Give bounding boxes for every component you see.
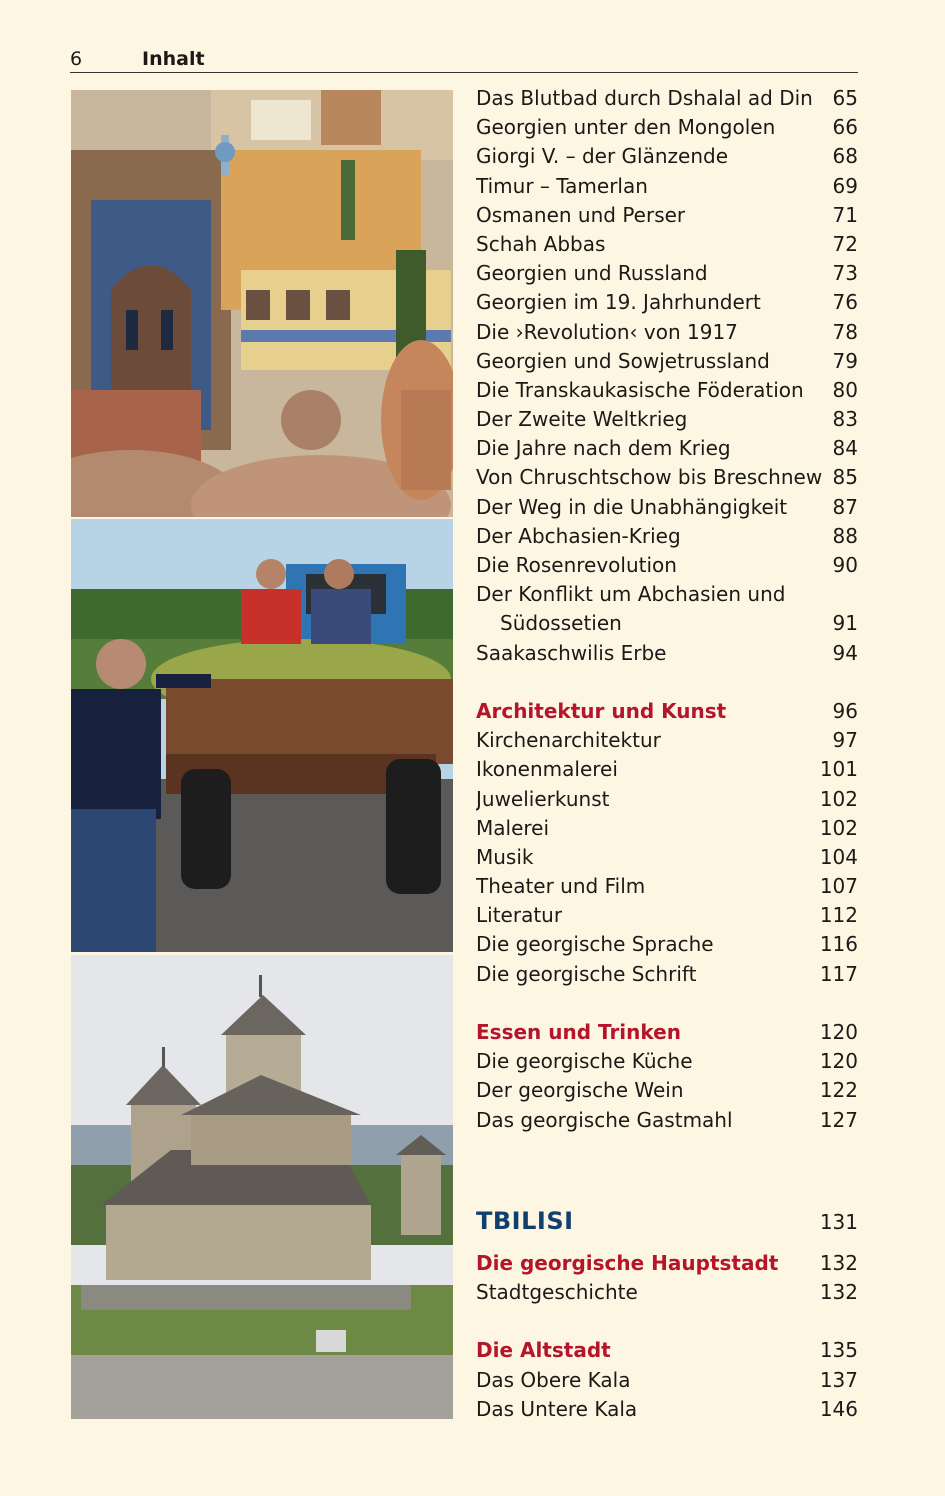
toc-title: Die Rosenrevolution [476, 553, 677, 577]
toc-page-number: 120 [819, 1020, 858, 1044]
toc-entry [476, 1076, 858, 1105]
toc-page-number: 101 [819, 757, 858, 782]
toc-page-number: 117 [819, 961, 858, 986]
toc-entry [476, 755, 858, 784]
toc-page-number: 80 [832, 377, 858, 402]
toc-entry [476, 493, 858, 522]
table-of-contents [476, 84, 858, 1424]
page-header [70, 48, 858, 73]
toc-page-number: 88 [832, 523, 858, 548]
toc-page-number: 120 [819, 1049, 858, 1074]
toc-entry [476, 930, 858, 959]
toc-title: Die ›Revolution‹ von 1917 [476, 319, 738, 344]
toc-page-number: 122 [819, 1078, 858, 1103]
toc-page-number: 131 [819, 1209, 858, 1234]
toc-title: Georgien im 19. Jahrhundert [476, 290, 761, 315]
toc-title: Der Weg in die Unabhängigkeit [476, 494, 788, 519]
toc-entry [476, 1047, 858, 1076]
toc-entry [476, 259, 858, 288]
toc-title: Architektur und Kunst [476, 698, 727, 723]
toc-entry [476, 843, 858, 872]
toc-title: Giorgi V. – der Glänzende [476, 144, 728, 169]
toc-page-number: 79 [832, 348, 858, 373]
toc-heading [476, 1018, 858, 1047]
toc-page-number: 76 [832, 290, 858, 315]
toc-title: Das Obere Kala [476, 1367, 631, 1392]
toc-page-number: 94 [832, 640, 858, 665]
toc-title: Musik [476, 844, 534, 869]
toc-page-number: 116 [819, 932, 858, 957]
toc-entry [476, 288, 858, 317]
toc-title: Georgien unter den Mongolen [476, 115, 776, 140]
toc-heading [476, 1193, 858, 1249]
toc-page-number: 107 [819, 874, 858, 899]
toc-page-number: 68 [832, 144, 858, 169]
photo-grape-harvest [71, 519, 453, 952]
toc-entry [476, 113, 858, 142]
toc-page-number: 102 [819, 815, 858, 840]
toc-entry [476, 142, 858, 171]
toc-page-number: 72 [832, 231, 858, 256]
toc-title: Die georgische Küche [476, 1049, 693, 1074]
toc-page-number: 84 [832, 436, 858, 461]
toc-entry [476, 1395, 858, 1424]
toc-page-number: 69 [832, 173, 858, 198]
toc-entry [476, 872, 858, 901]
toc-page-number: 127 [819, 1107, 858, 1132]
toc-entry [476, 1366, 858, 1395]
toc-entry [476, 347, 858, 376]
toc-page-number: 97 [832, 728, 858, 753]
toc-page-number: 132 [819, 1250, 858, 1275]
toc-title: Die Transkaukasische Föderation [476, 377, 804, 402]
toc-title: TBILISI [476, 1206, 574, 1235]
toc-title: Die georgische Schrift [476, 961, 697, 986]
toc-entry [476, 580, 858, 609]
toc-title: Das Blutbad durch Dshalal ad Din [476, 86, 813, 110]
photo-old-town [71, 90, 453, 517]
toc-page-number: 78 [832, 319, 858, 344]
toc-title: Südossetien [500, 611, 622, 636]
toc-title: Schah Abbas [476, 231, 606, 256]
toc-page-number: 85 [832, 465, 858, 490]
photo-monastery [71, 955, 453, 1419]
toc-title: Der georgische Wein [476, 1078, 684, 1103]
toc-page-number: 73 [832, 261, 858, 286]
toc-entry [476, 785, 858, 814]
toc-entry [476, 463, 858, 492]
toc-entry [476, 376, 858, 405]
toc-entry [476, 639, 858, 668]
toc-title: Literatur [476, 903, 563, 928]
toc-title: Osmanen und Perser [476, 202, 686, 227]
toc-title: Die georgische Hauptstadt [476, 1250, 779, 1275]
toc-heading [476, 1336, 858, 1365]
toc-title: Die Jahre nach dem Krieg [476, 436, 731, 461]
toc-title: Die Altstadt [476, 1338, 611, 1363]
section-title: Inhalt [142, 48, 205, 70]
toc-title: Georgien und Sowjetrussland [476, 348, 770, 373]
toc-title: Der Konflikt um Abchasien und [476, 582, 786, 607]
toc-entry [476, 551, 858, 580]
toc-page-number: 91 [832, 611, 858, 636]
toc-entry [476, 814, 858, 843]
toc-entry [476, 609, 858, 638]
toc-title: Malerei [476, 815, 550, 840]
toc-title: Von Chruschtschow bis Breschnew [476, 465, 823, 490]
toc-entry [476, 901, 858, 930]
toc-entry [476, 1278, 858, 1307]
toc-page-number: 83 [832, 407, 858, 432]
toc-entry [476, 434, 858, 463]
toc-title: Der Abchasien-Krieg [476, 523, 681, 548]
toc-title: Stadtgeschichte [476, 1279, 638, 1304]
page-number: 6 [70, 48, 83, 70]
toc-entry [476, 318, 858, 347]
toc-heading [476, 1249, 858, 1278]
toc-page-number: 96 [832, 698, 858, 723]
toc-entry [476, 522, 858, 551]
toc-title: Kirchenarchitektur [476, 728, 661, 753]
toc-title: Theater und Film [476, 874, 646, 899]
toc-entry [476, 201, 858, 230]
toc-entry [476, 405, 858, 434]
toc-page-number: 135 [819, 1338, 858, 1363]
toc-page-number: 87 [832, 494, 858, 519]
toc-title: Der Zweite Weltkrieg [476, 407, 688, 432]
toc-entry [476, 1106, 858, 1135]
toc-title: Georgien und Russland [476, 261, 708, 286]
toc-entry [476, 726, 858, 755]
toc-page-number: 146 [819, 1396, 858, 1421]
toc-page-number: 104 [819, 844, 858, 869]
toc-title: Saakaschwilis Erbe [476, 640, 667, 665]
toc-heading [476, 697, 858, 726]
toc-page-number: 137 [819, 1367, 858, 1392]
toc-page-number: 66 [832, 115, 858, 140]
toc-title: Ikonenmalerei [476, 757, 618, 782]
toc-page-number: 132 [819, 1279, 858, 1304]
toc-entry [476, 230, 858, 259]
toc-page-number: 90 [832, 553, 858, 577]
toc-entry [476, 172, 858, 201]
toc-page-number: 65 [832, 86, 858, 110]
toc-title: Die georgische Sprache [476, 932, 714, 957]
toc-title: Das Untere Kala [476, 1396, 638, 1421]
toc-title: Das georgische Gastmahl [476, 1107, 733, 1132]
toc-page-number: 112 [819, 903, 858, 928]
toc-title: Essen und Trinken [476, 1020, 681, 1044]
toc-page-number: 102 [819, 786, 858, 811]
toc-page-number: 71 [832, 202, 858, 227]
toc-title: Juwelierkunst [476, 786, 610, 811]
toc-entry [476, 84, 858, 113]
toc-title: Timur – Tamerlan [476, 173, 648, 198]
toc-entry [476, 960, 858, 989]
